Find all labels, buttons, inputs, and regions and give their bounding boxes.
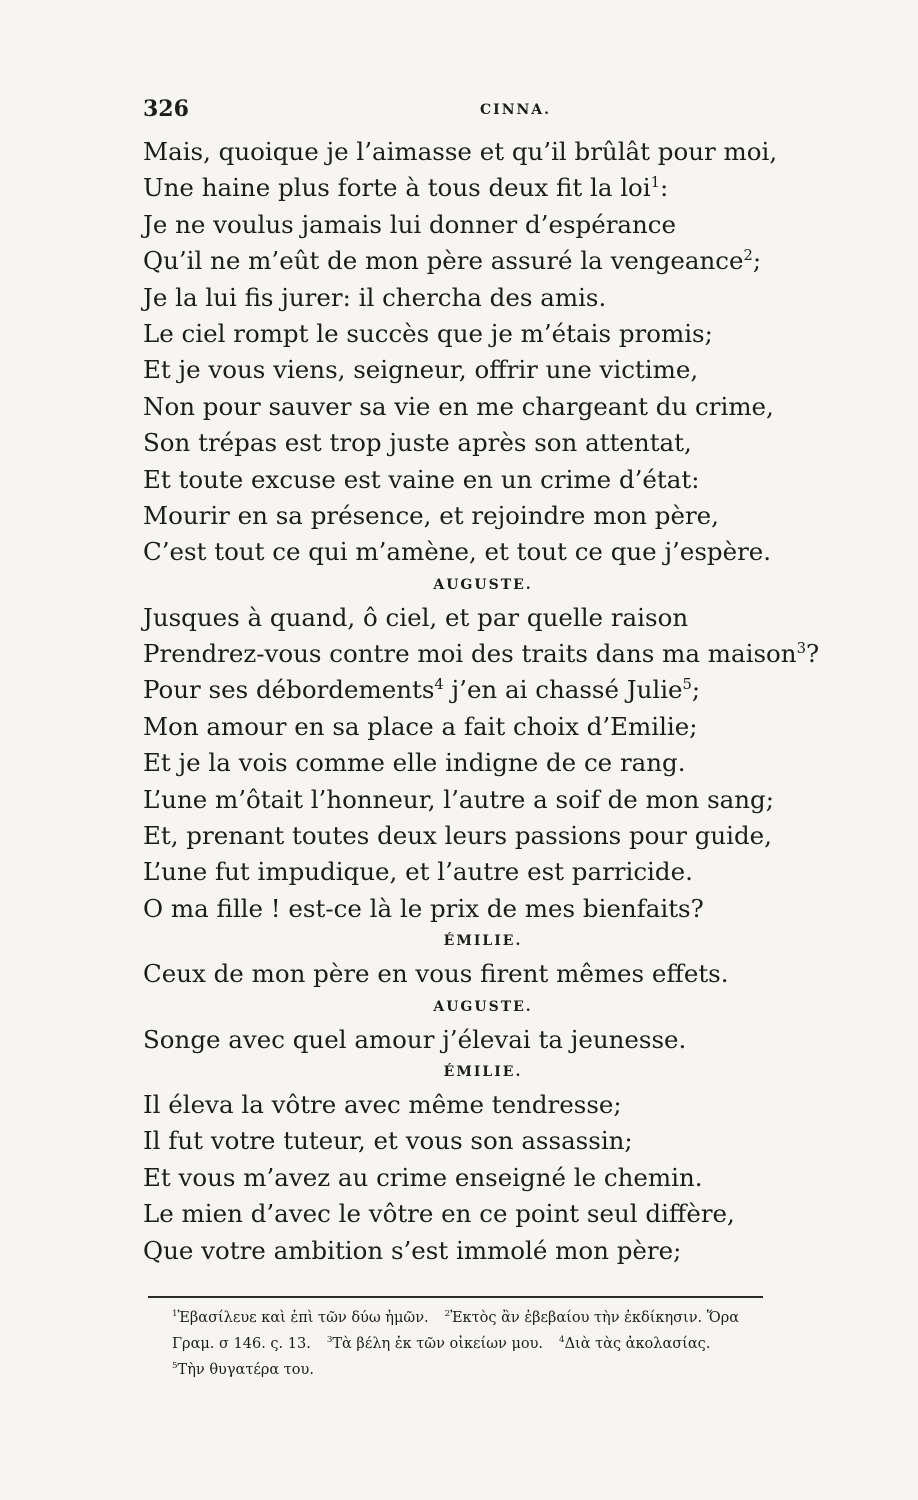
verse-text [143, 134, 823, 1269]
verse-text: L’une m’ôtait l’honneur, l’autre a soif de mon sang; [143, 784, 774, 814]
verse-text: Je la lui fis jurer: il chercha des amis. [143, 282, 607, 312]
footnote-rule [148, 1296, 763, 1298]
footnote-line [172, 1357, 902, 1383]
footnote-number: 3 [326, 1335, 333, 1346]
verse-line [143, 352, 823, 388]
verse-text: Qu’il ne m’eût de mon père assuré la vengeance [143, 246, 744, 276]
verse-text: C’est tout ce qui m’amène, et tout ce que j’espère. [143, 537, 772, 567]
footnote-text: Διὰ τὰς ἀκολασίας. [564, 1336, 711, 1352]
verse-text: Et je vous viens, seigneur, offrir une victime, [143, 355, 699, 385]
verse-text: ÉMILIE. [443, 1063, 523, 1080]
verse-text: Et toute excuse est vaine en un crime d’état: [143, 464, 700, 494]
verse-text: Il éleva la vôtre avec même tendresse; [143, 1089, 622, 1119]
verse-text: Ceux de mon père en vous firent mêmes effets. [143, 959, 729, 989]
verse-text: : [660, 173, 669, 203]
verse-line [143, 782, 823, 818]
verse-line [143, 709, 823, 745]
verse-text: AUGUSTE. [433, 576, 533, 593]
footnote-text: Τὴν θυγατέρα του. [177, 1362, 314, 1378]
footnote [172, 1310, 429, 1326]
page-header [143, 96, 783, 136]
footnote-ref: 2 [743, 247, 753, 265]
verse-line [143, 1160, 823, 1196]
footnote-text: Τὰ βέλη ἐκ τῶν οἰκείων μου. [332, 1336, 544, 1352]
verse-text: ÉMILIE. [443, 933, 523, 950]
footnote-line [172, 1305, 902, 1331]
verse-text: Le mien d’avec le vôtre en ce point seul diffère, [143, 1199, 735, 1229]
verse-line [143, 956, 823, 992]
footnotes [172, 1305, 902, 1383]
verse-text: Il fut votre tuteur, et vous son assassin; [143, 1126, 633, 1156]
verse-line [143, 134, 823, 170]
verse-line [143, 745, 823, 781]
verse-line [143, 498, 823, 534]
verse-line [143, 818, 823, 854]
verse-line [143, 1196, 823, 1232]
verse-text: ; [752, 246, 762, 276]
verse-text: L’une fut impudique, et l’autre est parricide. [143, 857, 693, 887]
verse-line [143, 600, 823, 636]
verse-line [143, 1233, 823, 1269]
verse-text: Que votre ambition s’est immolé mon père; [143, 1235, 682, 1265]
verse-text: Et je la vois comme elle indigne de ce rang. [143, 748, 686, 778]
footnote-text: Ἐβασίλευε καὶ ἐπὶ τῶν δύω ἡμῶν. [177, 1310, 429, 1326]
verse-line [143, 280, 823, 316]
verse-text: Et vous m’avez au crime enseigné le chemin. [143, 1162, 703, 1192]
verse-text: ; [691, 675, 701, 705]
footnote [172, 1336, 311, 1352]
footnote-text: Ἐκτὸς ἂν ἐβεβαίου τὴν ἐκδίκησιν. Ὅρα [450, 1310, 740, 1326]
verse-line [143, 243, 823, 279]
verse-text: Mourir en sa présence, et rejoindre mon père, [143, 500, 719, 530]
footnote-ref: 5 [682, 676, 692, 694]
footnote-number: 4 [559, 1335, 565, 1346]
verse-line [143, 1022, 823, 1058]
footnote-ref: 1 [650, 174, 661, 192]
footnote [445, 1310, 739, 1326]
verse-text: Mon amour en sa place a fait choix d’Emilie; [143, 711, 698, 741]
page-number: 326 [143, 96, 189, 122]
verse-line [143, 170, 823, 206]
verse-text: Mais, quoique je l’aimasse et qu’il brûlât pour moi, [143, 137, 778, 166]
speaker-name [143, 927, 823, 956]
verse-text: ? [805, 639, 820, 669]
verse-text: Prendrez-vous contre moi des traits dans ma maison [143, 639, 797, 669]
verse-line [143, 534, 823, 570]
verse-text: Je ne voulus jamais lui donner d’espérance [143, 209, 677, 239]
verse-text: j’en ai chassé Julie [443, 675, 683, 705]
verse-text: Pour ses débordements [143, 675, 435, 705]
verse-text: Et, prenant toutes deux leurs passions pour guide, [143, 821, 772, 851]
verse-line [143, 389, 823, 425]
verse-text: Son trépas est trop juste après son attentat, [143, 428, 692, 458]
speaker-name [143, 1058, 823, 1087]
speaker-name [143, 571, 823, 600]
verse-text: Jusques à quand, ô ciel, et par quelle raison [143, 602, 689, 632]
footnote-number: 2 [444, 1309, 451, 1320]
verse-text: Le ciel rompt le succès que je m’étais promis; [143, 318, 713, 348]
footnote-ref: 3 [796, 639, 806, 657]
verse-line [143, 891, 823, 927]
verse-line [143, 672, 823, 708]
footnote [559, 1336, 710, 1352]
footnote-number: 1 [172, 1309, 178, 1320]
footnote-number: 5 [172, 1361, 178, 1372]
footnote-ref: 4 [434, 676, 444, 694]
footnote [327, 1336, 543, 1352]
footnote [172, 1362, 314, 1378]
verse-line [143, 316, 823, 352]
verse-line [143, 1087, 823, 1123]
running-title: CINNA. [480, 102, 552, 118]
verse-line [143, 425, 823, 461]
speaker-name [143, 993, 823, 1022]
verse-line [143, 462, 823, 498]
verse-text: Songe avec quel amour j’élevai ta jeunesse. [143, 1024, 687, 1054]
verse-line [143, 636, 823, 672]
verse-line [143, 1123, 823, 1159]
verse-text: Une haine plus forte à tous deux fit la loi [143, 173, 651, 203]
verse-text: Non pour sauver sa vie en me chargeant du crime, [143, 391, 774, 421]
verse-line [143, 854, 823, 890]
footnote-text: Γραμ. σ 146. ς. 13. [172, 1336, 311, 1352]
verse-text: O ma fille ! est-ce là le prix de mes bienfaits? [143, 893, 704, 923]
footnote-line [172, 1331, 902, 1357]
verse-line [143, 207, 823, 243]
verse-text: AUGUSTE. [433, 998, 533, 1015]
